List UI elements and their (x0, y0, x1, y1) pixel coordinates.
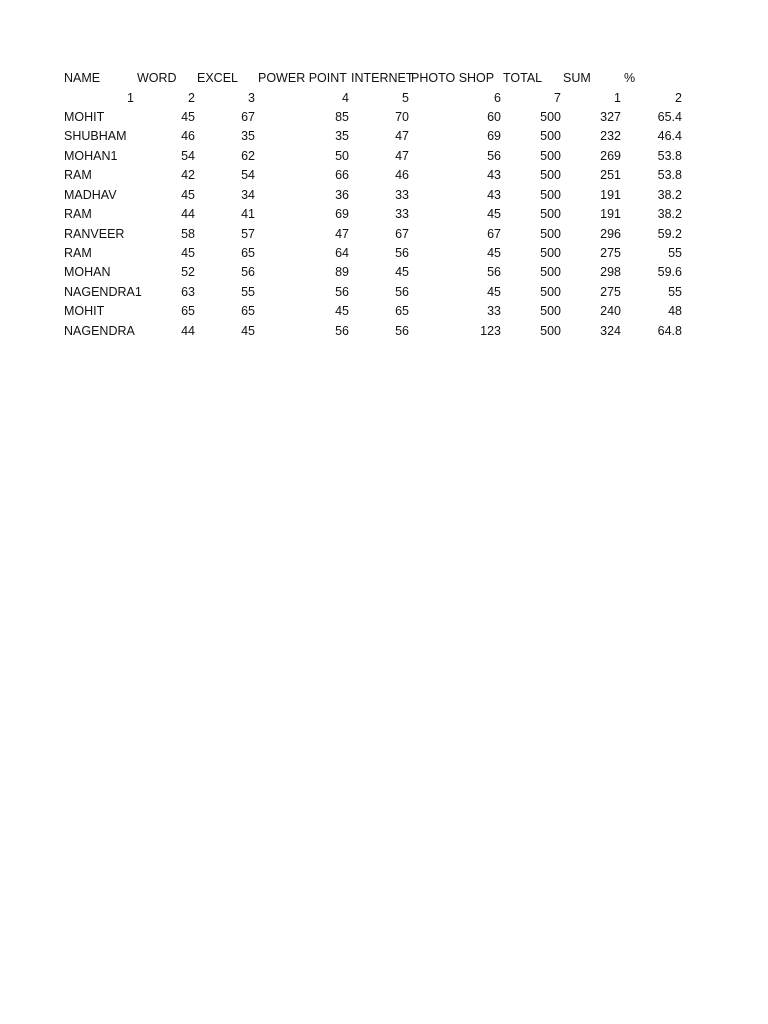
table-row (0, 186, 768, 205)
student-name: RANVEER (64, 227, 125, 241)
word-score: 45 (181, 110, 195, 124)
sum-value: 191 (600, 188, 621, 202)
table-row (0, 244, 768, 263)
photo-shop-score: 69 (487, 129, 501, 143)
table-row (0, 225, 768, 244)
sum-value: 269 (600, 149, 621, 163)
excel-score: 54 (241, 168, 255, 182)
power-point-score: 35 (335, 129, 349, 143)
total-value: 500 (540, 227, 561, 241)
power-point-score: 85 (335, 110, 349, 124)
table-row (0, 166, 768, 185)
table-row (0, 205, 768, 224)
internet-score: 33 (395, 207, 409, 221)
header-excel: EXCEL (197, 71, 238, 85)
student-name: RAM (64, 168, 92, 182)
internet-score: 56 (395, 324, 409, 338)
word-score: 44 (181, 207, 195, 221)
header-internet: INTERNET (351, 71, 414, 85)
photo-shop-score: 56 (487, 149, 501, 163)
internet-score: 47 (395, 149, 409, 163)
sum-value: 296 (600, 227, 621, 241)
student-name: MADHAV (64, 188, 117, 202)
internet-score: 65 (395, 304, 409, 318)
sum-value: 191 (600, 207, 621, 221)
total-value: 500 (540, 110, 561, 124)
word-score: 52 (181, 265, 195, 279)
sum-value: 298 (600, 265, 621, 279)
column-number: 2 (675, 91, 682, 105)
table-row (0, 147, 768, 166)
photo-shop-score: 33 (487, 304, 501, 318)
power-point-score: 45 (335, 304, 349, 318)
excel-score: 45 (241, 324, 255, 338)
column-number: 3 (248, 91, 255, 105)
sum-value: 251 (600, 168, 621, 182)
excel-score: 65 (241, 246, 255, 260)
student-name: SHUBHAM (64, 129, 127, 143)
internet-score: 56 (395, 285, 409, 299)
total-value: 500 (540, 324, 561, 338)
column-number: 2 (188, 91, 195, 105)
photo-shop-score: 60 (487, 110, 501, 124)
table-row (0, 302, 768, 321)
column-number: 6 (494, 91, 501, 105)
photo-shop-score: 45 (487, 246, 501, 260)
internet-score: 45 (395, 265, 409, 279)
header-word: WORD (137, 71, 177, 85)
student-name: MOHIT (64, 110, 105, 124)
excel-score: 41 (241, 207, 255, 221)
percent-value: 48 (668, 304, 682, 318)
percent-value: 53.8 (657, 168, 682, 182)
photo-shop-score: 123 (480, 324, 501, 338)
student-name: MOHAN (64, 265, 111, 279)
photo-shop-score: 45 (487, 207, 501, 221)
power-point-score: 56 (335, 324, 349, 338)
total-value: 500 (540, 149, 561, 163)
sum-value: 324 (600, 324, 621, 338)
photo-shop-score: 43 (487, 168, 501, 182)
percent-value: 55 (668, 285, 682, 299)
column-number: 5 (402, 91, 409, 105)
internet-score: 70 (395, 110, 409, 124)
table-row (0, 322, 768, 341)
percent-value: 65.4 (657, 110, 682, 124)
total-value: 500 (540, 207, 561, 221)
excel-score: 57 (241, 227, 255, 241)
internet-score: 47 (395, 129, 409, 143)
total-value: 500 (540, 304, 561, 318)
internet-score: 33 (395, 188, 409, 202)
header-power-point: POWER POINT (258, 71, 347, 85)
word-score: 45 (181, 246, 195, 260)
table-row (0, 127, 768, 146)
student-name: MOHIT (64, 304, 105, 318)
sum-value: 240 (600, 304, 621, 318)
excel-score: 62 (241, 149, 255, 163)
internet-score: 67 (395, 227, 409, 241)
header-row (0, 69, 768, 88)
photo-shop-score: 43 (487, 188, 501, 202)
percent-value: 46.4 (657, 129, 682, 143)
internet-score: 46 (395, 168, 409, 182)
word-score: 54 (181, 149, 195, 163)
table-row (0, 263, 768, 282)
percent-value: 59.2 (657, 227, 682, 241)
power-point-score: 69 (335, 207, 349, 221)
word-score: 44 (181, 324, 195, 338)
total-value: 500 (540, 285, 561, 299)
total-value: 500 (540, 188, 561, 202)
table-row (0, 108, 768, 127)
student-name: NAGENDRA1 (64, 285, 142, 299)
percent-value: 59.6 (657, 265, 682, 279)
total-value: 500 (540, 265, 561, 279)
power-point-score: 66 (335, 168, 349, 182)
total-value: 500 (540, 129, 561, 143)
total-value: 500 (540, 246, 561, 260)
student-name: RAM (64, 207, 92, 221)
word-score: 65 (181, 304, 195, 318)
excel-score: 34 (241, 188, 255, 202)
header-name: NAME (64, 71, 101, 85)
percent-value: 38.2 (657, 188, 682, 202)
excel-score: 67 (241, 110, 255, 124)
header-total: TOTAL (503, 71, 543, 85)
photo-shop-score: 56 (487, 265, 501, 279)
header-sum: SUM (563, 71, 591, 85)
power-point-score: 36 (335, 188, 349, 202)
power-point-score: 47 (335, 227, 349, 241)
photo-shop-score: 67 (487, 227, 501, 241)
excel-score: 55 (241, 285, 255, 299)
word-score: 63 (181, 285, 195, 299)
excel-score: 35 (241, 129, 255, 143)
column-number: 4 (342, 91, 349, 105)
sum-value: 232 (600, 129, 621, 143)
word-score: 42 (181, 168, 195, 182)
power-point-score: 89 (335, 265, 349, 279)
excel-score: 56 (241, 265, 255, 279)
power-point-score: 56 (335, 285, 349, 299)
word-score: 58 (181, 227, 195, 241)
total-value: 500 (540, 168, 561, 182)
column-number: 7 (554, 91, 561, 105)
photo-shop-score: 45 (487, 285, 501, 299)
column-number: 1 (127, 91, 134, 105)
internet-score: 56 (395, 246, 409, 260)
word-score: 46 (181, 129, 195, 143)
header-percent: % (624, 71, 636, 85)
percent-value: 55 (668, 246, 682, 260)
power-point-score: 50 (335, 149, 349, 163)
percent-value: 53.8 (657, 149, 682, 163)
power-point-score: 64 (335, 246, 349, 260)
percent-value: 38.2 (657, 207, 682, 221)
sum-value: 275 (600, 285, 621, 299)
column-number: 1 (614, 91, 621, 105)
percent-value: 64.8 (657, 324, 682, 338)
student-name: RAM (64, 246, 92, 260)
sum-value: 327 (600, 110, 621, 124)
student-name: MOHAN1 (64, 149, 118, 163)
word-score: 45 (181, 188, 195, 202)
header-photo-shop: PHOTO SHOP (411, 71, 495, 85)
table-row (0, 283, 768, 302)
student-name: NAGENDRA (64, 324, 135, 338)
sum-value: 275 (600, 246, 621, 260)
excel-score: 65 (241, 304, 255, 318)
column-number-row (0, 89, 768, 108)
